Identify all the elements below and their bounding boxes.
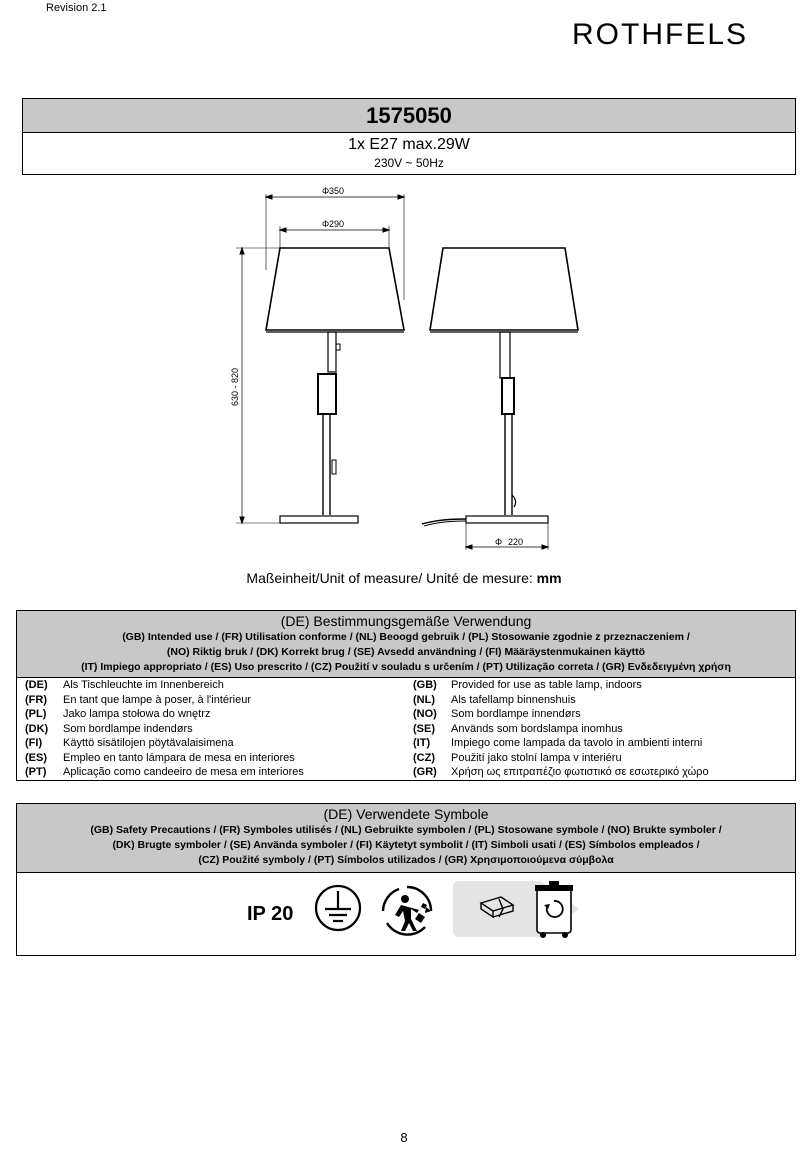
model-number: 1575050 <box>23 99 795 133</box>
symbols-subtitle-3: (CZ) Použité symboly / (PT) Símbolos utilizados / (GR) Χρησιμοποιούμενα σύμβολα <box>198 854 614 866</box>
dim-label-height: 630 - 820 <box>230 367 240 406</box>
lang-code: (NL) <box>413 693 435 706</box>
dim-label-290: 290 <box>329 219 345 229</box>
use-text: Käyttö sisätilojen pöytävalaisimena <box>63 737 234 749</box>
use-text: Aplicação como candeeiro de mesa em interiores <box>63 766 304 778</box>
use-text: Als tafellamp binnenshuis <box>451 693 576 706</box>
use-text: Als Tischleuchte im Innenbereich <box>63 679 224 691</box>
lampshade-right <box>430 248 578 330</box>
symbols-header <box>17 804 795 873</box>
lang-code: (DK) <box>25 722 49 735</box>
symbols-subtitle-2: (DK) Brugte symboler / (SE) Använda symboler / (FI) Käytetyt symbolit / (IT) Simboli usati / (ES) Símbolos empleados / <box>112 839 700 851</box>
unit-of-measure <box>0 570 808 586</box>
cord-clip-left <box>332 460 336 474</box>
use-text: Som bordlampe indendørs <box>63 722 193 735</box>
table-row <box>17 736 795 751</box>
intended-use-subtitle-2: (NO) Riktig bruk / (DK) Korrekt brug / (SE) Avsedd användning / (FI) Määräystenmukainen käyttö <box>166 646 646 658</box>
base-left <box>280 516 358 523</box>
voltage-spec: 230V ~ 50Hz <box>374 156 444 170</box>
dim-symbol-350: Φ <box>322 186 330 196</box>
table-row <box>17 765 795 780</box>
page-number: 8 <box>400 1130 408 1145</box>
intended-use-header <box>17 611 795 678</box>
lampshade-left <box>266 248 404 330</box>
unit-label: Maßeinheit/Unit of measure/ Unité de mesure: <box>246 570 537 586</box>
use-text: Empleo en tanto lámpara de mesa en interiores <box>63 751 295 764</box>
table-row <box>17 722 795 737</box>
use-text: En tant que lampe à poser, à l'intérieur <box>63 693 251 706</box>
protective-earth-icon <box>313 883 363 933</box>
lang-code: (GB) <box>413 679 437 691</box>
weee-disposal-icon <box>451 879 581 939</box>
lang-code: (IT) <box>413 737 431 749</box>
lang-code: (SE) <box>413 722 435 735</box>
dim-symbol-290: Φ <box>322 219 330 229</box>
lang-code: (FR) <box>25 693 47 706</box>
stem-upper-left <box>328 332 336 372</box>
lang-code: (FI) <box>25 737 43 749</box>
bulb-spec: 1x E27 max.29W <box>348 136 470 153</box>
lang-code: (PT) <box>25 766 47 778</box>
lang-code: (DE) <box>25 679 48 691</box>
table-row <box>17 707 795 722</box>
ip-rating: IP 20 <box>247 903 294 925</box>
revision-label: Revision 2.1 <box>46 2 107 14</box>
switch-left <box>336 344 340 350</box>
dim-label-350: 350 <box>329 186 345 196</box>
intended-use-subtitle-1: (GB) Intended use / (FR) Utilisation conforme / (NL) Beoogd gebruik / (PL) Stosowanie zgodnie z przeznaczeniem / <box>122 631 690 643</box>
intended-use-table <box>17 678 795 780</box>
dim-symbol-220: Φ <box>495 537 503 547</box>
lang-code: (GR) <box>413 766 437 778</box>
symbols-section <box>16 803 796 956</box>
use-text: Används som bordslampa inomhus <box>451 722 623 735</box>
use-text: Χρήση ως επιτραπέζιο φωτιστικό σε εσωτερικό χώρο <box>451 766 709 778</box>
recycling-triman-icon <box>379 883 435 939</box>
table-row <box>17 693 795 708</box>
intended-use-section <box>16 610 796 781</box>
base-right <box>466 516 548 523</box>
table-row <box>17 678 795 693</box>
use-text: Provided for use as table lamp, indoors <box>451 679 642 691</box>
symbols-title: (DE) Verwendete Symbole <box>323 806 489 822</box>
brand-logo: ROTHFELS <box>572 18 749 51</box>
use-text: Som bordlampe innendørs <box>451 708 581 720</box>
lang-code: (NO) <box>413 708 437 720</box>
intended-use-subtitle-3: (IT) Impiego appropriato / (ES) Uso prescrito / (CZ) Použití v souladu s určením / (PT) Utilização correta / (GR) Ενδεδειγμένη χρήση <box>81 661 731 673</box>
lamp-technical-drawing <box>0 170 808 560</box>
stem-sleeve-right <box>502 378 514 414</box>
table-row <box>17 751 795 766</box>
use-text: Impiego come lampada da tavolo in ambienti interni <box>451 737 703 749</box>
lang-code: (ES) <box>25 751 47 764</box>
stem-upper-right <box>500 332 510 378</box>
lang-code: (CZ) <box>413 751 435 764</box>
dim-label-220: 220 <box>508 537 524 547</box>
symbols-subtitle-1: (GB) Safety Precautions / (FR) Symboles utilisés / (NL) Gebruikte symbolen / (PL) Stosowane symbole / (NO) Brukte symboler / <box>90 824 722 836</box>
intended-use-title: (DE) Bestimmungsgemäße Verwendung <box>280 613 532 629</box>
stem-sleeve-left <box>318 374 336 414</box>
lang-code: (PL) <box>25 708 47 720</box>
use-text: Jako lampa stołowa do wnętrz <box>63 708 211 720</box>
use-text: Použití jako stolní lampa v interiéru <box>451 751 622 764</box>
product-header <box>22 98 796 175</box>
symbols-row <box>17 873 795 955</box>
unit-value: mm <box>536 570 562 586</box>
